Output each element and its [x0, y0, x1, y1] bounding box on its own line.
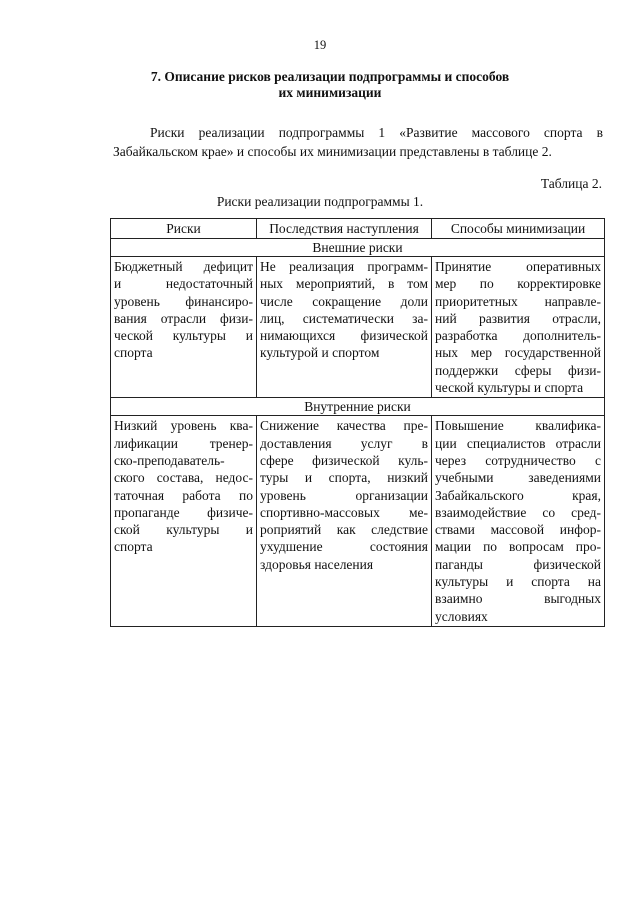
cell-line: культуры и спорта на	[435, 574, 601, 590]
table-row	[111, 416, 605, 627]
cell-line: ско-преподаватель-	[114, 452, 225, 468]
table-caption: Риски реализации подпрограммы 1.	[216, 194, 424, 209]
cell-line: лиц, систематически за-	[260, 310, 428, 326]
cell-line: вания отрасли физи-	[114, 310, 253, 326]
group-title: Внешние риски	[111, 239, 605, 257]
cell-line: паганды физической	[435, 556, 601, 572]
cell-line: ческой культуры и спорта	[435, 380, 584, 396]
cell-line: туры и спорта, низкий	[260, 470, 428, 486]
group-header-row	[111, 239, 605, 257]
cell-line: Не реализация программ-	[260, 259, 428, 274]
section-title-line-1: 7. Описание рисков реализации подпрограммы и способов	[150, 69, 510, 84]
table-row	[111, 257, 605, 398]
section-title-line-2: их минимизации	[278, 85, 382, 100]
table-body	[111, 239, 605, 627]
cell-line: Повышение квалифика-	[435, 418, 601, 434]
cell-line: ных мер государственной	[435, 345, 601, 361]
cell-line: уровень организации	[260, 487, 428, 503]
consequences-cell	[257, 257, 432, 398]
cell-line: Низкий уровень ква-	[114, 418, 253, 434]
mitigation-cell	[432, 416, 605, 627]
header-consequences: Последствия наступления	[257, 219, 432, 239]
header-mitigation: Способы минимизации	[432, 219, 605, 239]
intro-line-2: Забайкальском крае» и способы их минимизации представлены в таблице 2.	[113, 144, 552, 159]
cell-line: нимающихся физической	[260, 328, 428, 344]
cell-line: ствами массовой инфор-	[435, 522, 601, 538]
cell-line: Принятие оперативных	[435, 259, 601, 274]
cell-line: мации по вопросам про-	[435, 539, 601, 555]
cell-line: ний развития отрасли,	[435, 310, 601, 326]
cell-line: спортивно-массовых ме-	[260, 504, 428, 520]
cell-line: лификации тренер-	[114, 435, 253, 451]
cell-line: пропаганде физиче-	[114, 504, 253, 520]
table-header-row	[111, 219, 605, 239]
cell-line: разработка дополнитель-	[435, 328, 601, 344]
section-title	[100, 69, 560, 101]
cell-line: роприятий как следствие	[260, 522, 428, 538]
cell-line: через сотрудничество с	[435, 452, 601, 468]
cell-line: Забайкальского края,	[435, 487, 601, 503]
cell-line: ухудшение состояния	[260, 539, 428, 555]
cell-line: числе сокращение доли	[260, 293, 428, 309]
cell-line: уровень финансиро-	[114, 293, 253, 309]
cell-line: спорта	[114, 345, 153, 361]
cell-line: ции специалистов отрасли	[435, 435, 601, 451]
cell-line: Бюджетный дефицит	[114, 259, 253, 274]
group-header-row	[111, 398, 605, 416]
risks-table	[110, 218, 605, 627]
cell-line: Снижение качества пре-	[260, 418, 428, 434]
cell-line: ческой культуры и	[114, 328, 253, 344]
cell-line: спорта	[114, 539, 153, 555]
cell-line: таточная работа по	[114, 487, 253, 503]
cell-line: здоровья населения	[260, 556, 374, 572]
table-label: Таблица 2.	[540, 176, 602, 191]
group-title: Внутренние риски	[111, 398, 605, 416]
cell-line: поддержки сферы физи-	[435, 362, 601, 378]
cell-line: учебными заведениями	[435, 470, 601, 486]
cell-line: приоритетных направле-	[435, 293, 601, 309]
cell-line: и недостаточный	[114, 276, 253, 292]
mitigation-cell	[432, 257, 605, 398]
cell-line: взаимно выгодных	[435, 591, 601, 607]
intro-line-1: Риски реализации подпрограммы 1 «Развитие массового спорта в	[150, 125, 603, 140]
cell-line: ского состава, недос-	[114, 470, 253, 486]
cell-line: культурой и спортом	[260, 345, 380, 361]
risk-cell	[111, 257, 257, 398]
cell-line: доставления услуг в	[260, 435, 428, 451]
cell-line: ской культуры и	[114, 522, 253, 538]
header-risks: Риски	[111, 219, 257, 239]
cell-line: сфере физической куль-	[260, 452, 428, 468]
page-number: 19	[313, 38, 327, 52]
cell-line: ных мероприятий, в том	[260, 276, 428, 292]
intro-paragraph	[113, 123, 603, 161]
cell-line: взаимодействие со сред-	[435, 504, 601, 520]
risk-cell	[111, 416, 257, 627]
consequences-cell	[257, 416, 432, 627]
cell-line: условиях	[435, 608, 488, 624]
cell-line: мер по корректировке	[435, 276, 601, 292]
